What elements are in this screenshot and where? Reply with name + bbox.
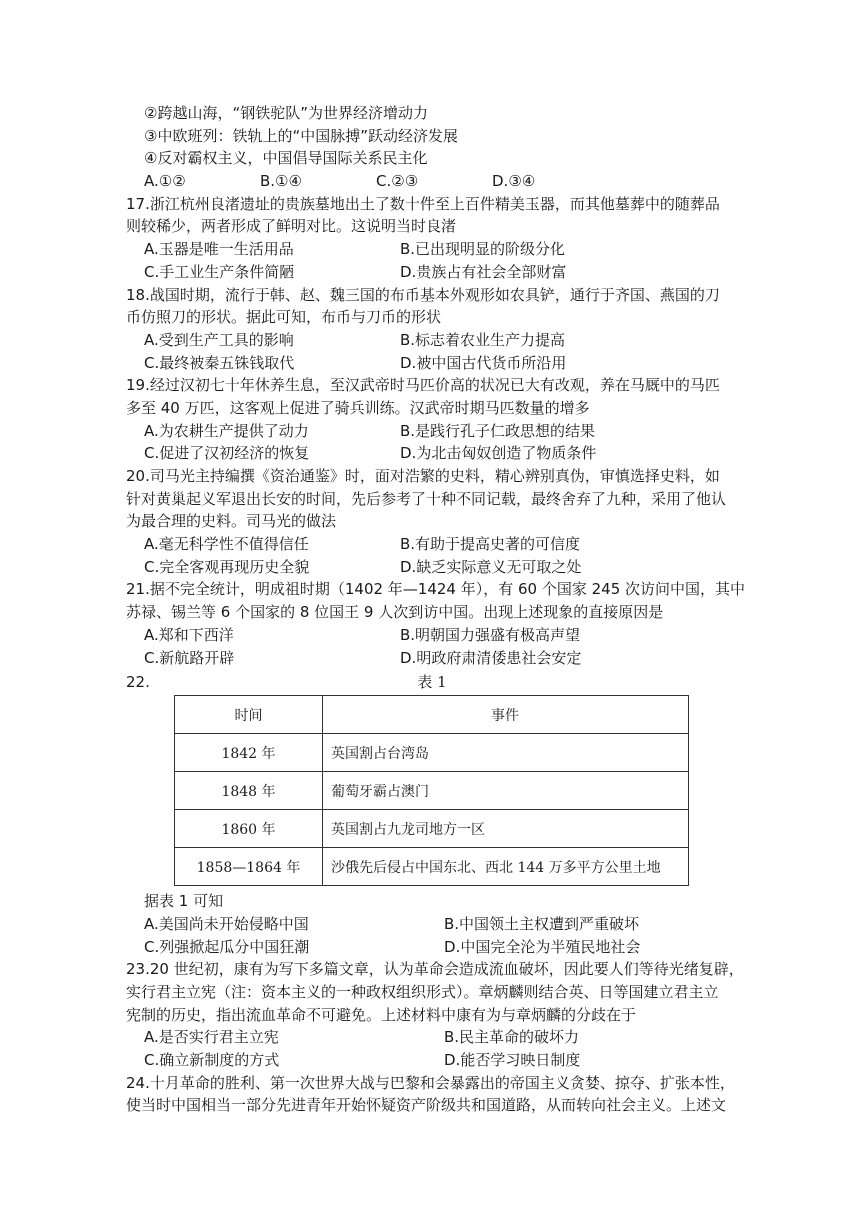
options-row	[126, 647, 738, 670]
table-header-time: 时间	[175, 696, 323, 734]
table-cell-time: 1860 年	[175, 810, 323, 848]
options-row	[126, 556, 738, 579]
option-d: D.贵族占有社会全部财富	[400, 262, 567, 281]
question-23-stem: 宪制的历史，指出流血革命不可避免。上述材料中康有为与章炳麟的分歧在于	[126, 1005, 637, 1024]
option-b: B.有助于提高史著的可信度	[400, 535, 581, 554]
option-a: A.是否实行君主立宪	[144, 1028, 279, 1047]
table-cell-time: 1848 年	[175, 772, 323, 810]
option-b: B.中国领土主权遭到严重破坏	[444, 914, 640, 933]
table-cell-event: 葡萄牙霸占澳门	[323, 772, 689, 810]
option-c: C.新航路开辟	[144, 648, 235, 667]
option-c: C.手工业生产条件简陋	[144, 262, 295, 281]
question-24-stem: 24.十月革命的胜利、第一次世界大战与巴黎和会暴露出的帝国主义贪婪、掠夺、扩张本性，	[126, 1073, 735, 1092]
table-cell-event: 沙俄先后侵占中国东北、西北 144 万多平方公里土地	[323, 848, 689, 886]
option-c: C.最终被秦五铢钱取代	[144, 353, 295, 372]
option-c: C.完全客观再现历史全貌	[144, 557, 310, 576]
options-row	[126, 936, 738, 959]
options-row	[126, 533, 738, 556]
option-d: D.为北击匈奴创造了物质条件	[400, 444, 597, 463]
option-a: A.郑和下西洋	[144, 625, 234, 644]
question-18-stem: 币仿照刀的形状。据此可知，布币与刀币的形状	[126, 308, 442, 327]
table-row	[175, 848, 689, 886]
question-17-stem: 则较稀少，两者形成了鲜明对比。这说明当时良渚	[126, 217, 457, 236]
question-17-stem: 17.浙江杭州良渚遗址的贵族墓地出土了数十件至上百件精美玉器，而其他墓葬中的随葬品	[126, 194, 720, 213]
option-b: B.标志着农业生产力提高	[400, 330, 566, 349]
option-a: A.受到生产工具的影响	[144, 330, 294, 349]
option-c: C.②③	[376, 172, 419, 191]
question-20-stem: 为最合理的史料。司马光的做法	[126, 512, 337, 531]
question-22-number: 22.	[126, 673, 150, 692]
option-a: A.为农耕生产提供了动力	[144, 421, 309, 440]
question-18-stem: 18.战国时期，流行于韩、赵、魏三国的布币基本外观形如农具铲，通行于齐国、燕国的刀	[126, 285, 720, 304]
options-row	[126, 1049, 738, 1072]
options-row	[126, 624, 738, 647]
table-cell-time: 1858—1864 年	[175, 848, 323, 886]
question-19-stem: 多至 40 万匹，这客观上促进了骑兵训练。汉武帝时期马匹数量的增多	[126, 398, 590, 417]
table-row	[175, 734, 689, 772]
option-d: D.能否学习映日制度	[444, 1051, 581, 1069]
option-c: C.确立新制度的方式	[144, 1051, 280, 1069]
question-20-stem: 针对黄巢起义军退出长安的时间，先后参考了十种不同记载，最终舍弃了九种，采用了他认	[126, 489, 727, 508]
continued-item: ②跨越山海，“钢铁驼队”为世界经济增动力	[144, 104, 428, 122]
options-row	[126, 913, 738, 936]
options-row	[126, 420, 738, 443]
table-row	[175, 772, 689, 810]
table-header-row	[175, 696, 689, 734]
table-row	[175, 810, 689, 848]
continued-item: ④反对霸权主义，中国倡导国际关系民主化	[144, 149, 428, 168]
option-c: C.促进了汉初经济的恢复	[144, 444, 310, 463]
option-d: D.明政府肃清倭患社会安定	[400, 648, 582, 667]
question-24-stem: 使当时中国相当一部分先进青年开始怀疑资产阶级共和国道路，从而转向社会主义。上述文	[126, 1096, 727, 1115]
options-row	[126, 352, 738, 375]
option-d: D.中国完全沦为半殖民地社会	[444, 937, 641, 956]
continued-item: ③中欧班列：铁轨上的“中国脉搏”跃动经济发展	[144, 126, 458, 145]
option-a: A.美国尚未开始侵略中国	[144, 914, 309, 933]
option-b: B.①④	[260, 172, 302, 191]
option-d: D.③④	[492, 172, 536, 191]
question-22-stem: 据表 1 可知	[144, 892, 224, 911]
option-b: B.是践行孔子仁政思想的结果	[400, 421, 596, 440]
page-content	[126, 102, 746, 1117]
option-a: A.毫无科学性不值得信任	[144, 535, 309, 554]
options-row	[126, 329, 738, 352]
question-19-stem: 19.经过汉初七十年休养生息，至汉武帝时马匹价高的状况已大有改观，养在马厩中的马匹	[126, 376, 720, 395]
table-cell-event: 英国割占台湾岛	[323, 734, 689, 772]
options-row	[126, 170, 738, 193]
question-20-stem: 20.司马光主持编撰《资治通鉴》时，面对浩繁的史料，精心辨别真伪，审慎选择史料，如	[126, 467, 720, 485]
question-22-header	[126, 669, 738, 695]
option-d: D.缺乏实际意义无可取之处	[400, 557, 582, 576]
events-table	[174, 695, 689, 886]
question-21-stem: 21.据不完全统计，明成祖时期（1402 年—1424 年），有 60 个国家 245 次访问中国，其中	[126, 580, 746, 599]
options-row	[126, 442, 738, 465]
option-c: C.列强掀起瓜分中国狂潮	[144, 937, 310, 956]
option-d: D.被中国古代货币所沿用	[400, 353, 567, 372]
question-23-stem: 实行君主立宪（注：资本主义的一种政权组织形式）。章炳麟则结合英、日等国建立君主立	[126, 982, 719, 1001]
table-cell-event: 英国割占九龙司地方一区	[323, 810, 689, 848]
options-row	[126, 1026, 738, 1049]
table-cell-time: 1842 年	[175, 734, 323, 772]
options-row	[126, 261, 738, 284]
option-a: A.玉器是唯一生活用品	[144, 240, 294, 259]
question-23-stem: 23.20 世纪初，康有为写下多篇文章，认为革命会造成流血破坏，因此要人们等待光绪复辟，	[126, 960, 744, 979]
table-caption: 表 1	[417, 673, 447, 692]
option-b: B.民主革命的破坏力	[444, 1028, 580, 1047]
option-b: B.已出现明显的阶级分化	[400, 240, 566, 259]
table-header-event: 事件	[323, 696, 689, 734]
question-21-stem: 苏禄、锡兰等 6 个国家的 8 位国王 9 人次到访中国。出现上述现象的直接原因是	[126, 603, 664, 622]
options-row	[126, 238, 738, 261]
option-b: B.明朝国力强盛有极高声望	[400, 625, 581, 644]
option-a: A.①②	[144, 172, 186, 191]
